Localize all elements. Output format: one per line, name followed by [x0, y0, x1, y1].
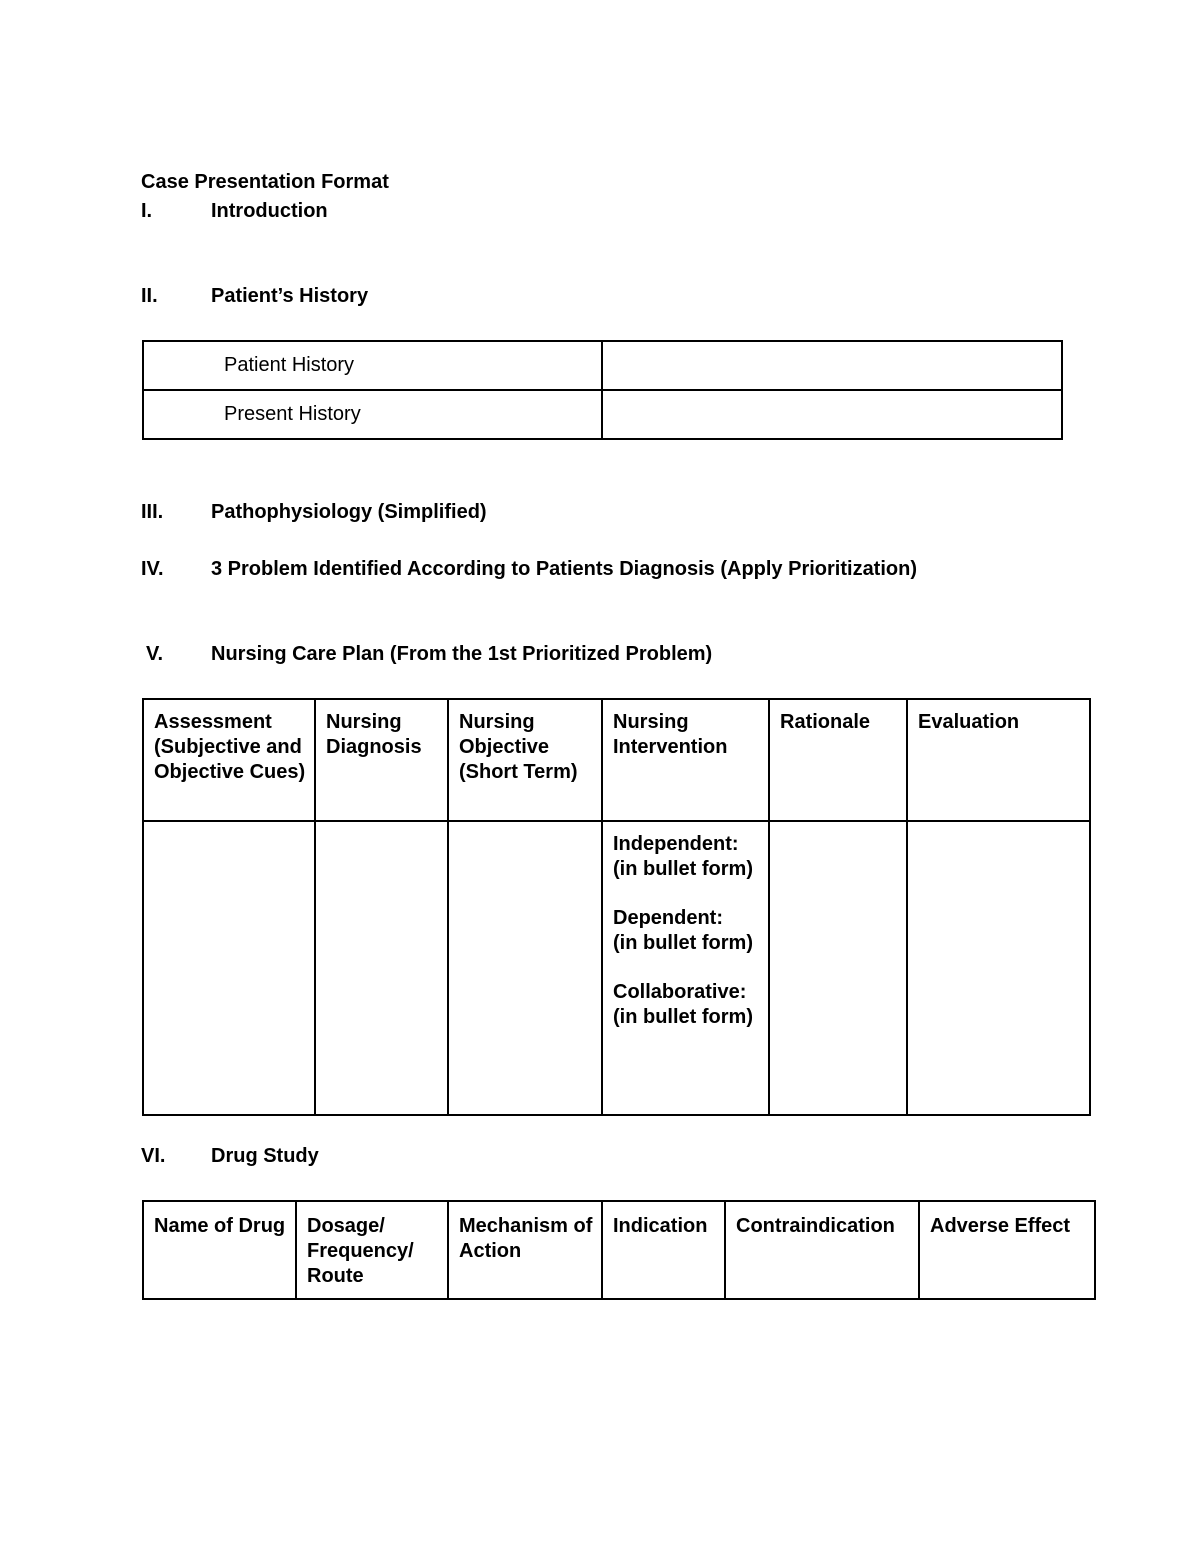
section-title-pathophysiology: Pathophysiology (Simplified) [211, 501, 487, 523]
patient-history-table [142, 340, 1063, 440]
table-row [143, 341, 1062, 390]
header-drug-name: Name of Drug [143, 1201, 296, 1299]
intervention-note: (in bullet form) [613, 932, 753, 954]
intervention-type: Independent: [613, 833, 739, 855]
header-adverse-effect: Adverse Effect [919, 1201, 1095, 1299]
section-number-3: III. [141, 501, 164, 523]
header-nursing-objective: Nursing Objective (Short Term) [448, 699, 602, 821]
section-title-problems: 3 Problem Identified According to Patients Diagnosis (Apply Prioritization) [211, 558, 917, 580]
header-dosage: Dosage/ Frequency/ Route [296, 1201, 448, 1299]
section-number-2: II. [141, 285, 158, 307]
section-number-5: V. [146, 643, 164, 665]
intervention-dependent [613, 906, 760, 956]
table-header-row [143, 699, 1090, 821]
table-row [143, 390, 1062, 439]
section-title-nursing-care-plan: Nursing Care Plan (From the 1st Prioritized Problem) [211, 643, 713, 665]
table-header-row [143, 1201, 1095, 1299]
nursing-care-plan-table [142, 698, 1091, 1116]
evaluation-cell[interactable] [907, 821, 1090, 1115]
header-mechanism: Mechanism of Action [448, 1201, 602, 1299]
header-evaluation: Evaluation [907, 699, 1090, 821]
section-number-4: IV. [141, 558, 164, 580]
document-title: Case Presentation Format [141, 171, 389, 193]
header-contraindication: Contraindication [725, 1201, 919, 1299]
section-number-1: I. [141, 200, 153, 222]
history-label-cell: Present History [143, 390, 602, 439]
assessment-cell[interactable] [143, 821, 315, 1115]
intervention-note: (in bullet form) [613, 1006, 753, 1028]
history-value-cell[interactable] [602, 341, 1062, 390]
intervention-independent [613, 832, 760, 882]
header-assessment: Assessment (Subjective and Objective Cues) [143, 699, 315, 821]
header-nursing-intervention: Nursing Intervention [602, 699, 769, 821]
section-title-drug-study: Drug Study [211, 1145, 319, 1167]
objective-cell[interactable] [448, 821, 602, 1115]
header-rationale: Rationale [769, 699, 907, 821]
diagnosis-cell[interactable] [315, 821, 448, 1115]
section-title-patient-history: Patient’s History [211, 285, 369, 307]
intervention-type: Dependent: [613, 907, 723, 929]
table-row [143, 821, 1090, 1115]
intervention-collaborative [613, 980, 760, 1030]
rationale-cell[interactable] [769, 821, 907, 1115]
history-label-cell: Patient History [143, 341, 602, 390]
intervention-note: (in bullet form) [613, 858, 753, 880]
drug-study-table [142, 1200, 1096, 1300]
section-number-6: VI. [141, 1145, 166, 1167]
intervention-cell[interactable] [602, 821, 769, 1115]
history-value-cell[interactable] [602, 390, 1062, 439]
section-title-introduction: Introduction [211, 200, 328, 222]
intervention-type: Collaborative: [613, 981, 747, 1003]
header-indication: Indication [602, 1201, 725, 1299]
header-nursing-diagnosis: Nursing Diagnosis [315, 699, 448, 821]
